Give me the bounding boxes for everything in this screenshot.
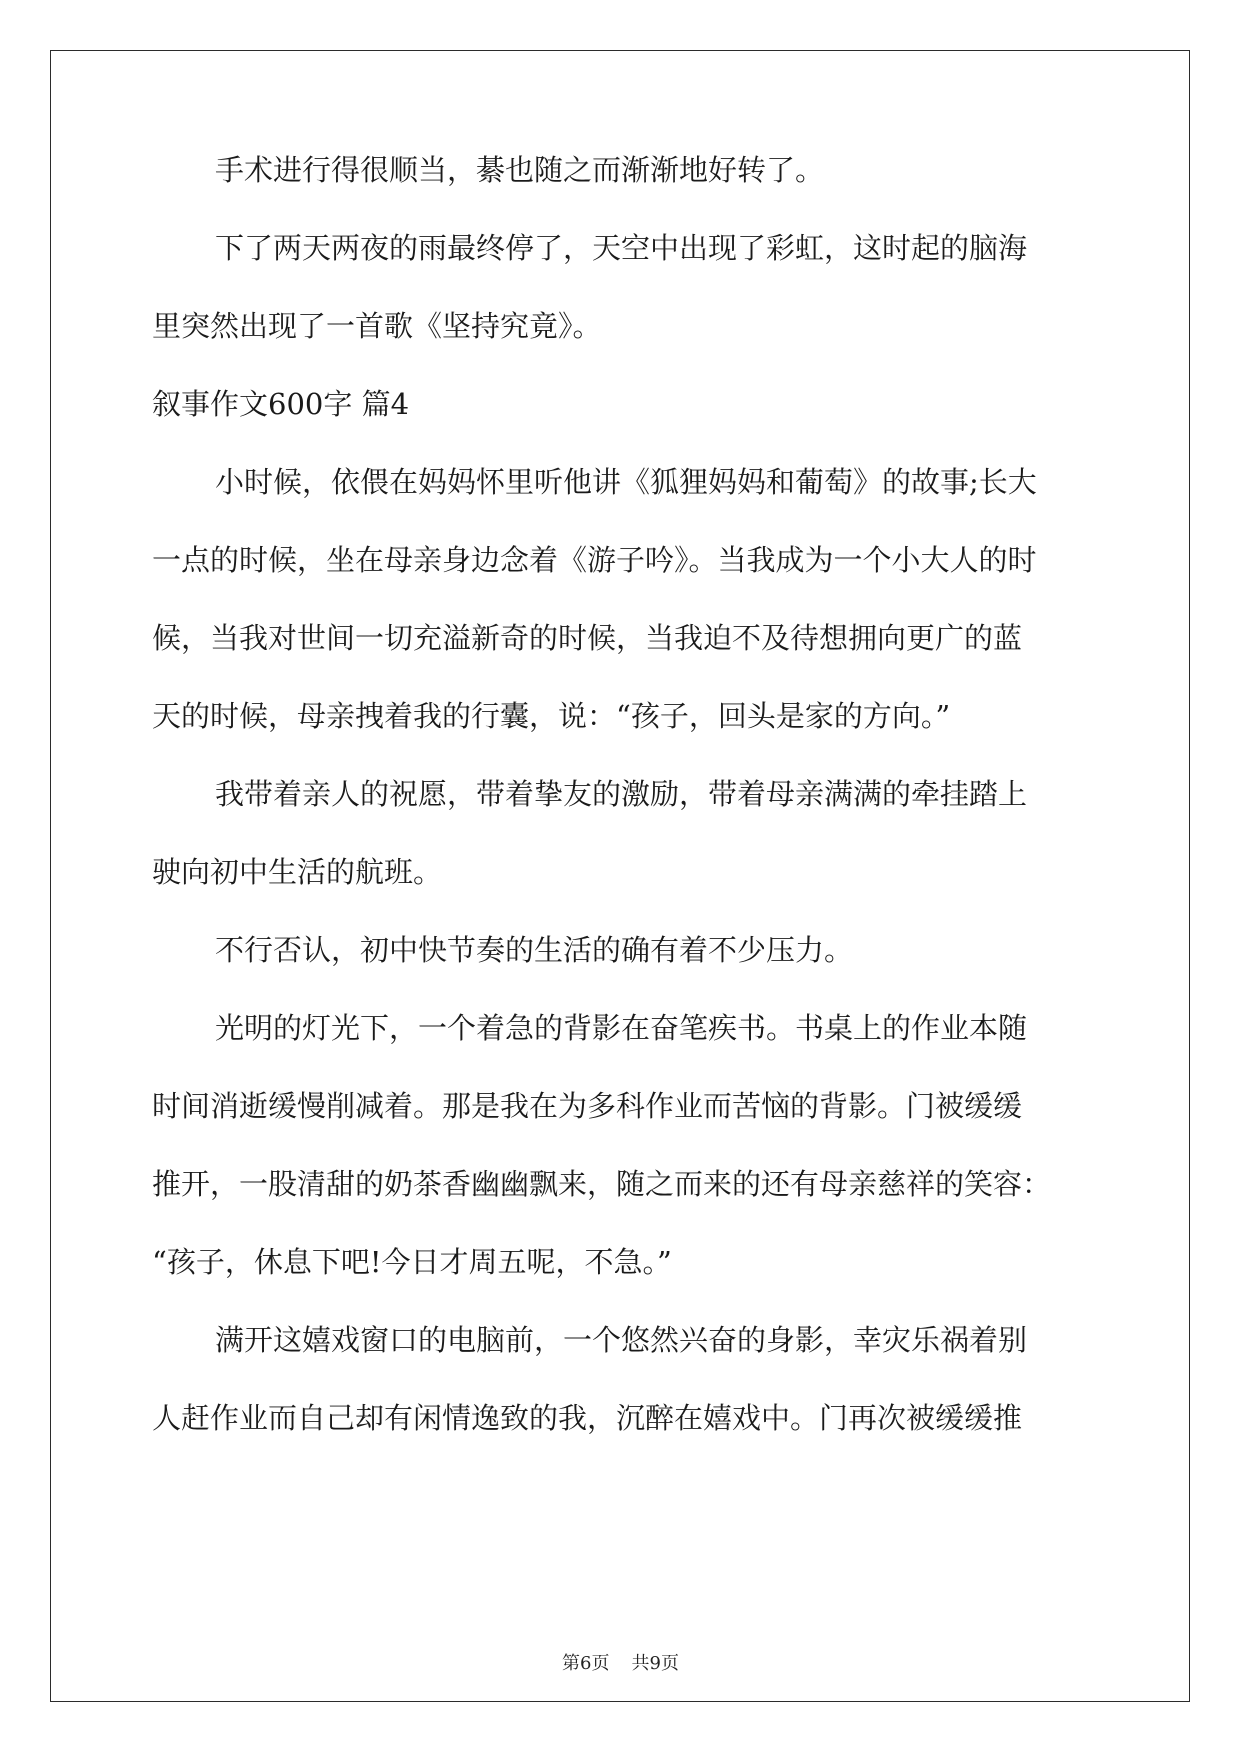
total-label-suffix: 页 bbox=[660, 1653, 679, 1674]
paragraph-line: 小时候，依偎在妈妈怀里听他讲《狐狸妈妈和葡萄》的故事;长大 bbox=[215, 465, 1037, 499]
paragraph-line: 时间消逝缓慢削减着。那是我在为多科作业而苦恼的背影。门被缓缓 bbox=[152, 1089, 1023, 1123]
paragraph-line: 下了两天两夜的雨最终停了，天空中出现了彩虹，这时起的脑海 bbox=[215, 231, 1028, 265]
paragraph-line: 满开这嬉戏窗口的电脑前，一个悠然兴奋的身影，幸灾乐祸着别 bbox=[215, 1323, 1028, 1357]
page-label-suffix: 页 bbox=[591, 1653, 610, 1674]
page-label-prefix: 第 bbox=[562, 1653, 581, 1674]
paragraph-line: 光明的灯光下，一个着急的背影在奋笔疾书。书桌上的作业本随 bbox=[215, 1011, 1028, 1045]
page-footer bbox=[0, 1653, 1241, 1675]
paragraph-line: 候，当我对世间一切充溢新奇的时候，当我迫不及待想拥向更广的蓝 bbox=[152, 621, 1023, 655]
total-pages-number: 9 bbox=[649, 1653, 661, 1674]
paragraph-line: 不行否认，初中快节奏的生活的确有着不少压力。 bbox=[215, 933, 854, 967]
paragraph-line: 驶向初中生活的航班。 bbox=[152, 855, 443, 889]
paragraph-line: 人赶作业而自己却有闲情逸致的我，沉醉在嬉戏中。门再次被缓缓推 bbox=[152, 1401, 1023, 1435]
document-body bbox=[152, 131, 1089, 1457]
paragraph-line: 一点的时候，坐在母亲身边念着《游子吟》。当我成为一个小大人的时 bbox=[152, 543, 1037, 577]
paragraph-line: 天的时候，母亲拽着我的行囊，说：“孩子，回头是家的方向。” bbox=[152, 699, 951, 733]
paragraph-line: 推开，一股清甜的奶茶香幽幽飘来，随之而来的还有母亲慈祥的笑容： bbox=[152, 1167, 1052, 1201]
paragraph-line: 我带着亲人的祝愿，带着挚友的激励，带着母亲满满的牵挂踏上 bbox=[215, 777, 1028, 811]
paragraph-line: 里突然出现了一首歌《坚持究竟》。 bbox=[152, 309, 602, 343]
current-page-number: 6 bbox=[580, 1653, 592, 1674]
paragraph-line: “孩子，休息下吧!今日才周五呢，不急。” bbox=[152, 1245, 672, 1279]
paragraph-line: 手术进行得很顺当，綦也随之而渐渐地好转了。 bbox=[215, 153, 825, 187]
total-label-prefix: 共 bbox=[631, 1653, 650, 1674]
section-heading: 叙事作文600字 篇4 bbox=[152, 387, 410, 421]
